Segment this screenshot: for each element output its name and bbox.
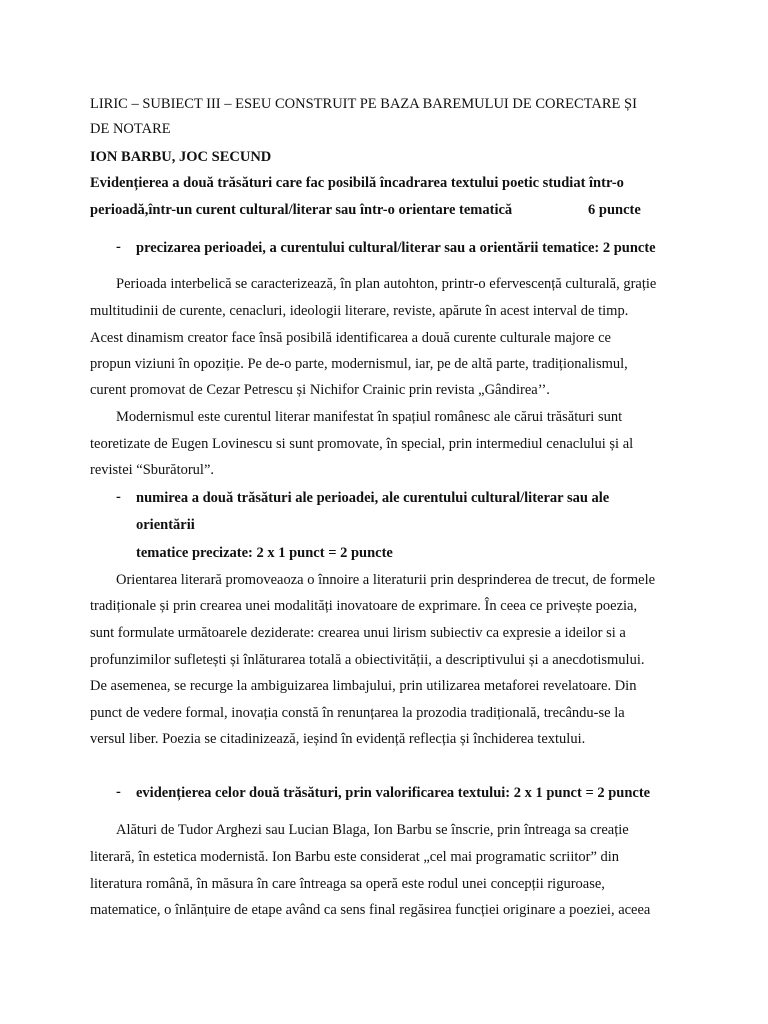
bullet-dash: -: [116, 239, 121, 255]
criterion-3-text: evidențierea celor două trăsături, prin valorificarea textului: 2 x 1 punct = 2 puncte: [136, 785, 651, 801]
paragraph-2-line-3: revistei “Sburătorul”.: [90, 462, 215, 478]
paragraph-3-line-3: sunt formulate următoarele deziderate: crearea unui lirism subiectiv ca expresie a ideilor si a: [90, 625, 626, 641]
paragraph-1-line-4: propun viziuni în opoziție. Pe de-o parte, modernismul, iar, pe de altă parte, tradiționalismul,: [90, 356, 628, 372]
criterion-2-line-3: tematice precizate: 2 x 1 punct = 2 puncte: [136, 545, 393, 561]
paragraph-1-line-2: multitudinii de curente, cenacluri, ideologii literare, reviste, apărute în acest interval de timp.: [90, 303, 629, 319]
requirement-points: 6 puncte: [588, 202, 641, 218]
criterion-1-text: precizarea perioadei, a curentului cultural/literar sau a orientării tematice: 2 puncte: [136, 240, 656, 256]
paragraph-2-line-2: teoretizate de Eugen Lovinescu si sunt promovate, în special, prin intermediul cenaclului și al: [90, 436, 634, 452]
paragraph-3-line-5: De asemenea, se recurge la ambiguizarea limbajului, prin utilizarea metaforei revelatoare. Din: [90, 678, 637, 694]
paragraph-3-line-6: punct de vedere formal, inovația constă în renunțarea la prozodia tradițională, trecându-se la: [90, 705, 625, 721]
criterion-2-line-2: orientării: [136, 517, 195, 533]
paragraph-1-line-3: Acest dinamism creator face însă posibilă identificarea a două curente culturale majore ce: [90, 330, 611, 346]
paragraph-3-line-1: Orientarea literară promoveaoza o înnoire a literaturii prin desprinderea de trecut, de formele: [116, 572, 656, 588]
paragraph-4-line-4: matematice, o înlănțuire de etape având ca sens final regăsirea funcției originare a poeziei, aceea: [90, 902, 651, 918]
paragraph-4-line-3: literatura română, în măsura în care întreaga sa operă este rodul unei concepții riguroase,: [90, 876, 605, 892]
paragraph-2-line-1: Modernismul este curentul literar manifestat în spațiul românesc ale cărui trăsături sunt: [116, 409, 623, 425]
paragraph-4-line-1: Alături de Tudor Arghezi sau Lucian Blaga, Ion Barbu se înscrie, prin întreaga sa creație: [116, 822, 629, 838]
bullet-dash: -: [116, 489, 121, 505]
paragraph-3-line-7: versul liber. Poezia se citadinizează, ieșind în evidență reflecția și închiderea textului.: [90, 731, 586, 747]
bullet-dash: -: [116, 784, 121, 800]
requirement-line-1: Evidențierea a două trăsături care fac posibilă încadrarea textului poetic studiat într-o: [90, 175, 624, 191]
document-title-line-2: DE NOTARE: [90, 121, 171, 137]
author-work-title: ION BARBU, JOC SECUND: [90, 149, 272, 165]
paragraph-3-line-2: tradiționale și prin crearea unei modalități inovatoare de exprimare. În ceea ce privește poezia,: [90, 598, 638, 614]
document-title-line-1: LIRIC – SUBIECT III – ESEU CONSTRUIT PE BAZA BAREMULUI DE CORECTARE ȘI: [90, 96, 637, 112]
paragraph-1-line-1: Perioada interbelică se caracterizează, în plan autohton, printr-o efervescență culturală, grație: [116, 276, 657, 292]
paragraph-1-line-5: curent promovat de Cezar Petrescu și Nichifor Crainic prin revista „Gândirea’’.: [90, 382, 550, 398]
paragraph-4-line-2: literară, în estetica modernistă. Ion Barbu este considerat „cel mai programatic scriitor” din: [90, 849, 620, 865]
paragraph-3-line-4: profunzimilor sufletești și înlăturarea totală a obiectivității, a descriptivului și a anecdotismului.: [90, 652, 645, 668]
requirement-line-2: perioadă,într-un curent cultural/literar sau într-o orientare tematică: [90, 202, 513, 218]
criterion-2-line-1: numirea a două trăsături ale perioadei, ale curentului cultural/literar sau ale: [136, 490, 610, 506]
